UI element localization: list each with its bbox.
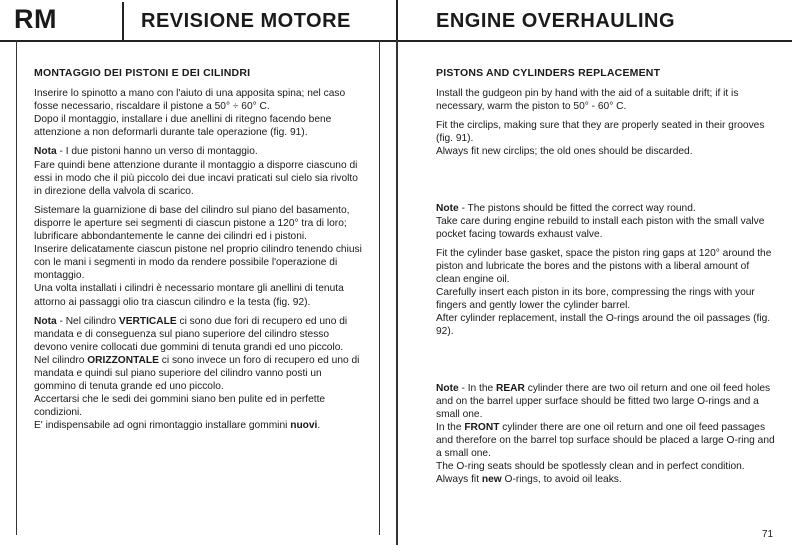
note-label: Nota (34, 146, 57, 158)
paragraph: Inserire delicatamente ciascun pistone nel proprio cilindro tenendo chiusi con le mani i segmenti in modo da rendere possibile l'operazione di montaggio. (34, 244, 362, 282)
column-rule (396, 40, 398, 545)
paragraph: Install the gudgeon pin by hand with the aid of a suitable drift; if it is necessary, warm the piston to 50° - 60° C. (436, 88, 739, 113)
paragraph: Always fit new O-rings, to avoid oil leaks. (436, 474, 622, 486)
english-column (436, 67, 776, 486)
paragraph: E' indispensabile ad ogni rimontaggio installare gommini nuovi. (34, 420, 321, 432)
paragraph: In the FRONT cylinder there are one oil return and one oil feed passages and therefore on the barrel top surface should be placed a large O-ring and a small one. (436, 421, 775, 459)
paragraph: Fit the cylinder base gasket, space the piston ring gaps at 120° around the piston and lubricate the bores and the pistons with a liberal amount of clean engine oil. (436, 247, 772, 286)
paragraph: The O-ring seats should be spotlessly clean and in perfect condition. (436, 461, 745, 473)
page-number: 71 (762, 529, 774, 540)
note-paragraph: Note - In the REAR cylinder there are two oil return and one oil feed holes and on the barrel upper surface should be fitted two large O-rings and a small one. (436, 382, 771, 420)
title-english: ENGINE OVERHAULING (436, 10, 676, 32)
paragraph: Una volta installati i cilindri è necessario montare gli anellini di tenuta attorno ai passaggi olio tra ciascun cilindro e la testa (fig. 92). (34, 283, 344, 308)
title-italian: REVISIONE MOTORE (141, 10, 351, 32)
page-header (0, 0, 792, 42)
section-title: MONTAGGIO DEI PISTONI E DEI CILINDRI (34, 67, 251, 79)
note-label: Nota (34, 315, 57, 327)
section-title: PISTONS AND CYLINDERS REPLACEMENT (436, 67, 661, 79)
paragraph: Carefully insert each piston in its bore, compressing the rings with your fingers and gently lower the cylinder barrel. (436, 287, 755, 312)
note-paragraph: Nota - Nel cilindro VERTICALE ci sono due fori di recupero ed uno di mandata e di conseguenza sul piano superiore del cilindro stesso devono venire collocati due gommini di tenuta grandi ed uno piccolo. (34, 315, 348, 353)
header-divider (122, 2, 124, 40)
paragraph: Take care during engine rebuild to install each piston with the small valve pocket facing towards exhaust valve. (436, 215, 765, 240)
italian-column (34, 67, 364, 432)
header-divider (396, 0, 398, 40)
note-label: Note (436, 382, 459, 394)
paragraph: Accertarsi che le sedi dei gommini siano ben pulite ed in perfette condizioni. (34, 394, 326, 419)
paragraph: Sistemare la guarnizione di base del cilindro sul piano del basamento, disporre le aperture sei segmenti di ciascun pistone a 120° tra di loro; lubrificare abbondantemente le canne dei cilindri ed i pistoni. (34, 204, 350, 243)
note-paragraph: Note - The pistons should be fitted the correct way round. (436, 202, 696, 214)
paragraph: Always fit new circlips; the old ones should be discarded. (436, 146, 693, 158)
section-code: RM (14, 4, 57, 34)
paragraph: After cylinder replacement, install the O-rings around the oil passages (fig. 92). (436, 313, 771, 338)
note-label: Note (436, 202, 459, 214)
note-paragraph: Nota - I due pistoni hanno un verso di montaggio. (34, 146, 258, 158)
paragraph: Dopo il montaggio, installare i due anellini di ritegno facendo bene attenzione a non deformarli durante tale operazione (fig. 91). (34, 114, 332, 139)
paragraph: Fare quindi bene attenzione durante il montaggio a disporre ciascuno di essi in modo che il più piccolo dei due incavi praticati sul cielo sia rivolto in direzione della valvola di scarico. (34, 159, 358, 197)
paragraph: Nel cilindro ORIZZONTALE ci sono invece un foro di recupero ed uno di mandata e quindi sul piano superiore del cilindro vanno posti un gommino di tenuta grande ed uno piccolo. (34, 354, 360, 393)
paragraph: Fit the circlips, making sure that they are properly seated in their grooves (fig. 91). (436, 120, 765, 145)
paragraph: Inserire lo spinotto a mano con l'aiuto di una apposita spina; nel caso fosse necessario, riscaldare il pistone a 50° ÷ 60° C. (34, 88, 346, 113)
